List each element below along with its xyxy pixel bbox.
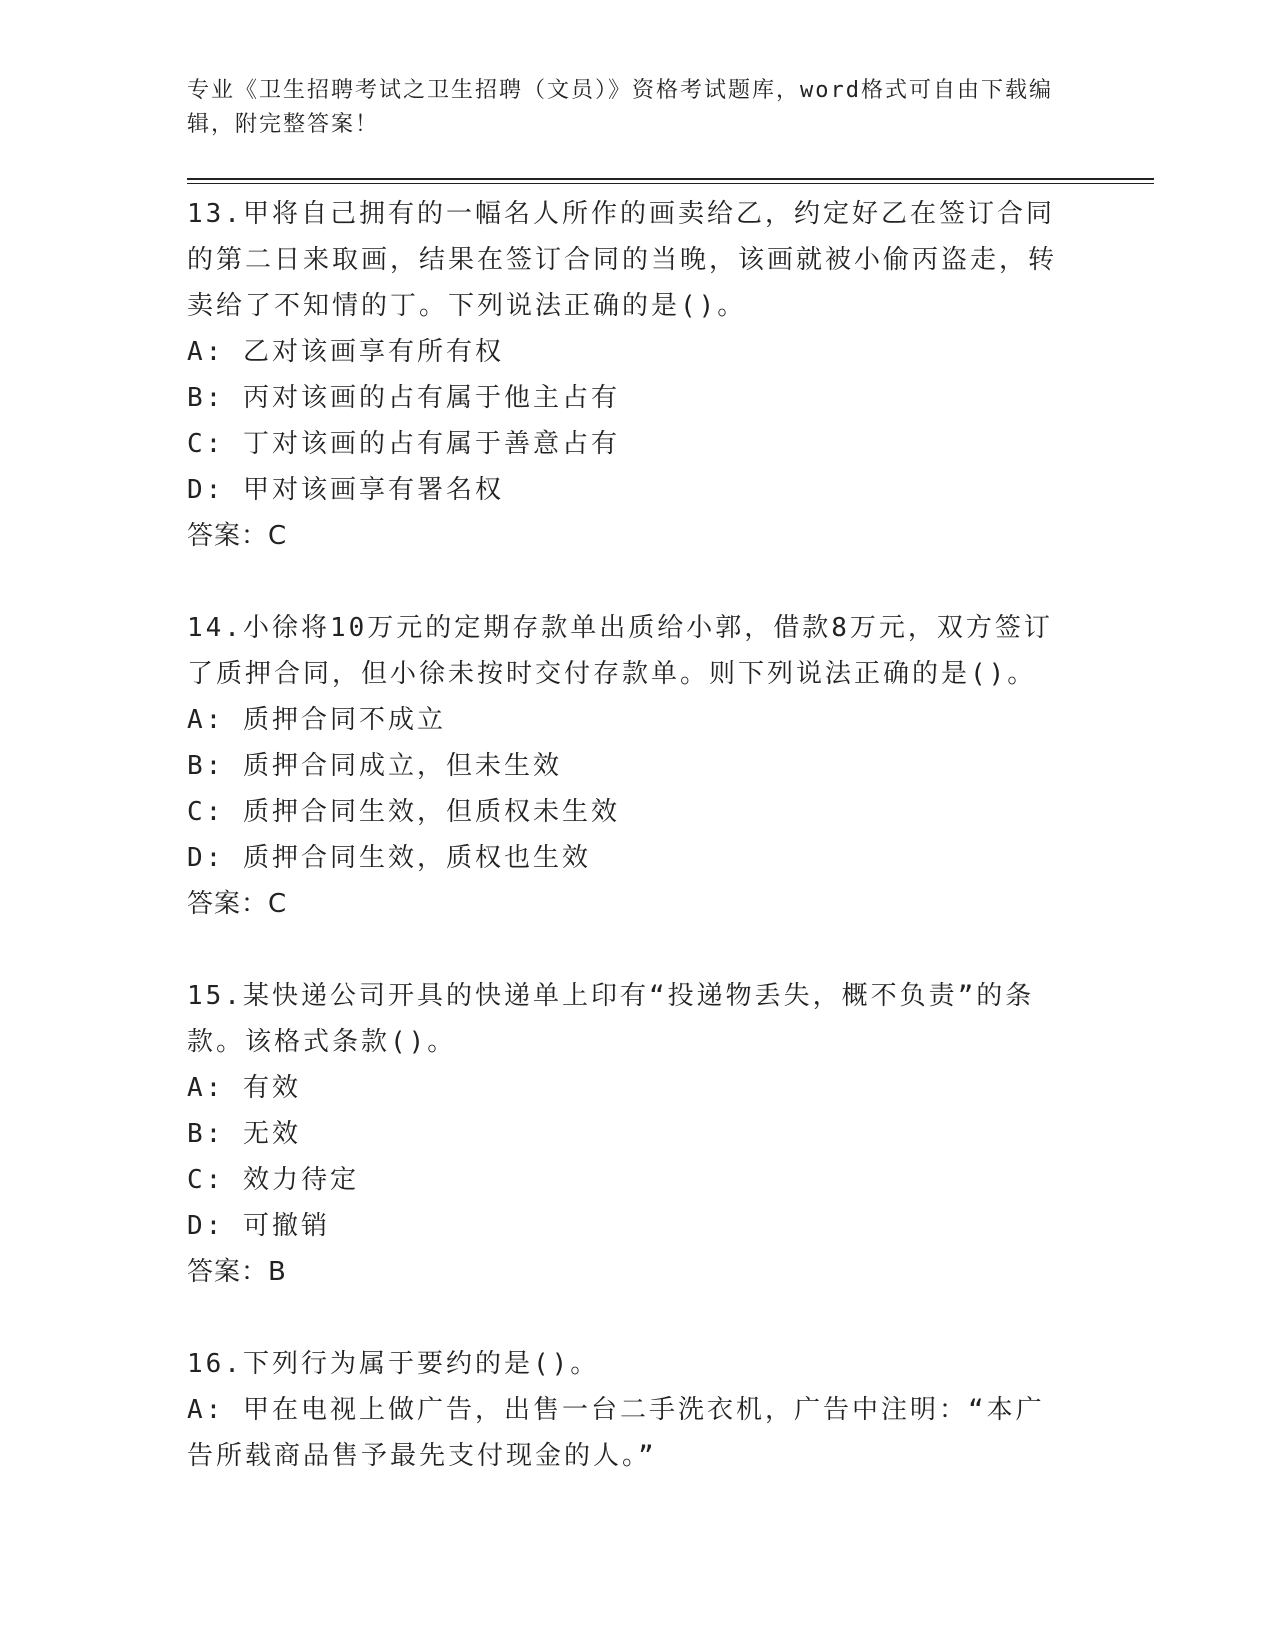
question-14 (187, 605, 1067, 927)
option-b: B: 丙对该画的占有属于他主占有 (187, 383, 620, 413)
answer-line: 答案：C (187, 889, 288, 919)
question-stem: 16.下列行为属于要约的是()。 (187, 1349, 600, 1379)
option-a: A: 质押合同不成立 (187, 705, 446, 735)
option-d: D: 质押合同生效，质权也生效 (187, 843, 591, 873)
option-b: B: 无效 (187, 1119, 301, 1149)
header-divider-thin (187, 183, 1154, 184)
document-header: 专业《卫生招聘考试之卫生招聘（文员）》资格考试题库，word格式可自由下载编辑，附完整答案！ (187, 78, 1053, 137)
question-list (187, 191, 1067, 1525)
option-a: A: 甲在电视上做广告，出售一台二手洗衣机，广告中注明：“本广告所载商品售予最先支付现金的人。” (187, 1395, 1045, 1471)
option-c: C: 丁对该画的占有属于善意占有 (187, 429, 620, 459)
option-b: B: 质押合同成立，但未生效 (187, 751, 562, 781)
answer-line: 答案：C (187, 521, 288, 551)
option-c: C: 质押合同生效，但质权未生效 (187, 797, 620, 827)
option-d: D: 甲对该画享有署名权 (187, 475, 504, 505)
question-16 (187, 1341, 1067, 1479)
option-c: C: 效力待定 (187, 1165, 359, 1195)
question-stem: 14.小徐将10万元的定期存款单出质给小郭，借款8万元，双方签订了质押合同，但小徐未按时交付存款单。则下列说法正确的是()。 (187, 613, 1053, 689)
question-stem: 13.甲将自己拥有的一幅名人所作的画卖给乙，约定好乙在签订合同的第二日来取画，结果在签订合同的当晚，该画就被小偷丙盗走，转卖给了不知情的丁。下列说法正确的是()。 (187, 199, 1058, 321)
answer-line: 答案：B (187, 1257, 287, 1287)
option-a: A: 乙对该画享有所有权 (187, 337, 504, 367)
header-divider (187, 178, 1154, 180)
question-15 (187, 973, 1067, 1295)
option-d: D: 可撤销 (187, 1211, 330, 1241)
option-a: A: 有效 (187, 1073, 301, 1103)
question-stem: 15.某快递公司开具的快递单上印有“投递物丢失，概不负责”的条款。该格式条款()。 (187, 981, 1035, 1057)
question-13 (187, 191, 1067, 559)
